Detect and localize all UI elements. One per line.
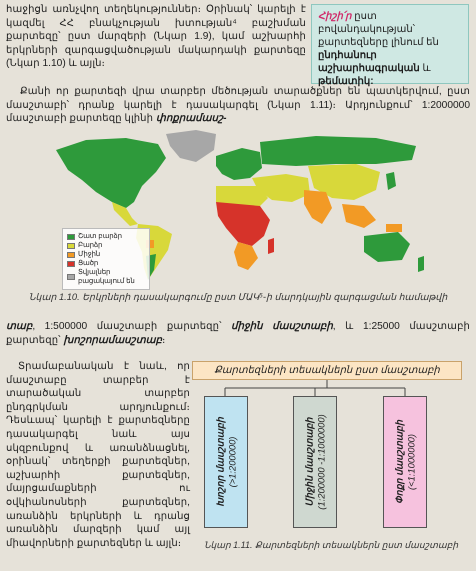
medium-scale-name: Միջին մասշտաբի (303, 417, 315, 507)
figure-1-10-caption: Նկար 1.10. Երկրների դասակարգումը ըստ ՄԱԿ⁵-ի մարդկային զարգացման համաթվի (28, 292, 448, 302)
japan-shape (386, 172, 396, 190)
remember-callout (311, 4, 469, 87)
legend-swatch-high (67, 243, 75, 249)
australia-shape (364, 232, 410, 262)
territory-paragraph: Տրամաբանական է նաև, որ մասշտաբը տարբեր է տարածական տարբեր ընդգրկման արդյունքում։ Դեսևապ՝ կարելի է քարտեզները դասակարգել նաև այս սկզբունքով և առանձնացնել, օրինակ՝ տեղերքի քարտեզներ, աշխարհի քարտեզներ, մայրցամաքների ու օվկիանոսների քարտեզներ, առանձին երկրների և դրանց առանձին մարզերի կամ այլ միավորների քարտեզներ և այլն։ (6, 361, 190, 549)
legend-item (67, 241, 145, 250)
greenland-shape (166, 130, 216, 162)
legend-label: Բարձր (78, 242, 103, 249)
large-scale-label (215, 417, 238, 507)
large-scale-box (204, 396, 248, 528)
legend-swatch-very-high (67, 234, 75, 240)
small-scale-label (394, 420, 417, 504)
europe-shape (216, 148, 262, 180)
southeast-asia-shape (342, 204, 376, 228)
medium-scale-term: միջին մասշտաբի (231, 321, 333, 332)
map-legend (62, 228, 150, 290)
small-scale-term-end: տաբ (6, 321, 33, 332)
legend-swatch-no-data (67, 274, 75, 280)
legend-label: Միջին (78, 251, 101, 258)
legend-item (67, 232, 145, 241)
large-scale-name: Խոշոր մասշտաբի (214, 417, 226, 507)
legend-swatch-low (67, 261, 75, 267)
legend-swatch-medium (67, 252, 75, 258)
callout-body-2: և (419, 63, 431, 74)
scale-text-2: , և 1:25000 մասշտաբի քարտեզը՝ (6, 321, 470, 346)
scale-intro-paragraph (6, 85, 470, 126)
small-scale-range: (<1:1000000) (405, 433, 416, 491)
scale-text-1: , 1:500000 մասշտաբի քարտեզը՝ (32, 321, 232, 332)
callout-bold-2: թեմատիկ: (318, 76, 374, 87)
figure-1-11-caption: Նկար 1.11. Քարտեզների տեսակներն ըստ մասշտաբի (203, 540, 459, 550)
north-america-shape (56, 138, 166, 208)
new-zealand-shape (418, 256, 424, 272)
callout-highlight: Հիշի՛ր (318, 11, 352, 22)
scale-classes-paragraph (6, 320, 470, 347)
intro-paragraph: հաջիցն առնչվող տեղեկություններ։ Օրինակ՝ կարելի է կազմել ՀՀ բնակչության խտության⁴ բաշխման քարտեզը՝ ըստ մարզերի (Նկար 1.9), կամ աշխարհի երկրների զարգացվածության մակարդակի քարտեզը (Նկար 1.10) և այլն։ (6, 4, 306, 70)
large-scale-range: (>1:200000) (226, 436, 237, 488)
diagram-title-box: Քարտեզների տեսակներն ըստ մասշտաբի (192, 361, 462, 380)
medium-scale-range: (1:200000 -1:1000000) (315, 414, 326, 510)
small-scale-term: փոքրամասշ- (155, 113, 227, 125)
legend-label: Շատ բարձր (78, 233, 122, 240)
legend-item (67, 259, 145, 268)
large-scale-term: խոշորամասշտաբ (63, 334, 162, 346)
scale-intro-text: Քանի որ քարտեզի վրա տարբեր մեծության տարածքներ են պատկերվում, ըստ մասշտաբի՝ դրանք կարելի է դասակարգել (Նկար 1.11)։ Արդյունքում՝ 1:2000000 մասշտաբի քարտեզը կլինի (6, 86, 470, 125)
legend-item (67, 268, 145, 286)
legend-item (67, 250, 145, 259)
africa-south-shape (234, 242, 258, 270)
medium-scale-box (293, 396, 337, 528)
papua-shape (386, 224, 402, 232)
legend-label: Տվյալներ բացակայում են (78, 269, 135, 285)
russia-shape (260, 136, 416, 166)
africa-central-shape (216, 202, 270, 246)
legend-label: Ցածր (78, 260, 99, 267)
callout-bold-1: ընդհանուր աշխարհագրական (318, 50, 420, 74)
madagascar-shape (268, 238, 274, 254)
small-scale-name: Փոքր մասշտաբի (393, 420, 405, 504)
small-scale-box (383, 396, 427, 528)
medium-scale-label (304, 414, 327, 509)
callout-body-1: ըստ բովանդակության՝ քարտեզները լինում են (318, 11, 439, 48)
scale-text-end: ։ (162, 334, 166, 346)
